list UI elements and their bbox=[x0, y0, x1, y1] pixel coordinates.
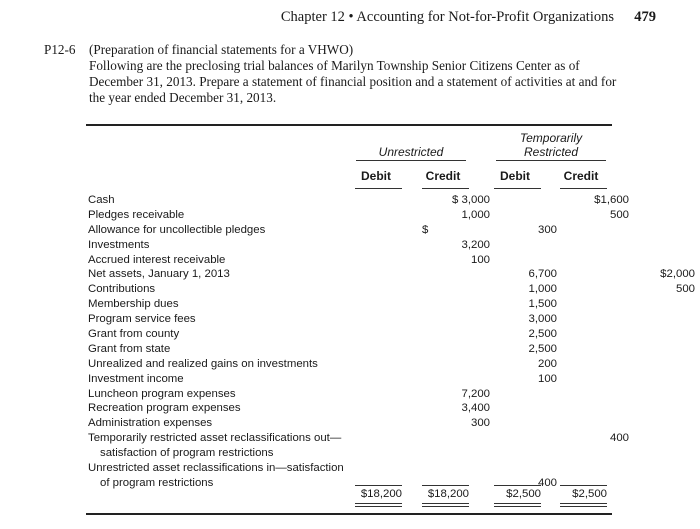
row-label: Net assets, January 1, 2013 bbox=[88, 268, 230, 281]
amount-d1: 1,000 bbox=[461, 208, 490, 221]
table-row bbox=[88, 461, 608, 476]
table-top-rule bbox=[86, 124, 612, 126]
table-row bbox=[88, 238, 608, 253]
group-header-temporarily-restricted bbox=[496, 131, 606, 159]
table-row bbox=[88, 267, 695, 282]
amount-c1: 400 bbox=[537, 476, 557, 489]
amount-c1: 200 bbox=[537, 357, 557, 370]
amount-c1: 1,500 bbox=[528, 298, 557, 311]
table-row bbox=[88, 446, 608, 461]
double-underline bbox=[494, 503, 541, 507]
row-label: Administration expenses bbox=[88, 417, 213, 430]
table-bottom-rule bbox=[86, 513, 612, 515]
group-header-line: Temporarily bbox=[519, 131, 583, 145]
table-row bbox=[88, 253, 608, 268]
row-label: Pledges receivable bbox=[88, 208, 185, 221]
row-label: Luncheon program expenses bbox=[88, 387, 236, 400]
amount-c2: 500 bbox=[675, 283, 695, 296]
table-row bbox=[88, 401, 608, 416]
column-underline bbox=[494, 188, 541, 189]
table-row bbox=[88, 357, 608, 372]
amount-d1: 3,200 bbox=[461, 238, 490, 251]
row-label: Allowance for uncollectible pledges bbox=[88, 223, 266, 236]
amount-d1: 300 bbox=[470, 417, 490, 430]
trial-balance-rows bbox=[88, 193, 695, 491]
row-label: Cash bbox=[88, 194, 115, 206]
table-row bbox=[88, 342, 608, 357]
amount-d2: 400 bbox=[609, 432, 629, 445]
table-row bbox=[88, 282, 695, 297]
amount-c1: 6,700 bbox=[528, 268, 557, 281]
dollar-sign: $ bbox=[422, 223, 429, 236]
table-row bbox=[88, 327, 608, 342]
row-label: Membership dues bbox=[88, 298, 179, 311]
row-label: Temporarily restricted asset reclassifications out— bbox=[88, 432, 342, 445]
amount-d2: 500 bbox=[609, 208, 629, 221]
column-underline bbox=[422, 188, 469, 189]
amount-d1: $ 3,000 bbox=[451, 194, 490, 206]
group-header-unrestricted: Unrestricted bbox=[378, 145, 444, 159]
amount-d1: 7,200 bbox=[461, 387, 490, 400]
row-label: Program service fees bbox=[88, 313, 196, 326]
row-label: Grant from county bbox=[88, 328, 180, 341]
amount-c1: 100 bbox=[537, 372, 557, 385]
double-underline bbox=[560, 503, 607, 507]
row-label: Accrued interest receivable bbox=[88, 253, 226, 266]
sum-line bbox=[494, 485, 541, 486]
row-label: Grant from state bbox=[88, 342, 171, 355]
column-header-unrestricted-debit: Debit bbox=[361, 169, 391, 183]
column-header-unrestricted-credit: Credit bbox=[425, 169, 461, 183]
sum-line bbox=[355, 485, 402, 486]
column-header-restricted-debit: Debit bbox=[500, 169, 530, 183]
column-underline bbox=[355, 188, 402, 189]
problem-text bbox=[89, 42, 664, 106]
problem-line: the year ended December 31, 2013. bbox=[89, 90, 277, 105]
amount-c1: 2,500 bbox=[528, 342, 557, 355]
table-row bbox=[88, 297, 608, 312]
problem-line: December 31, 2013. Prepare a statement of financial position and a statement of activities at and for bbox=[89, 74, 617, 89]
total-unrestricted-credit: $18,200 bbox=[427, 488, 469, 500]
amount-c1: 300 bbox=[537, 223, 557, 236]
chapter-title: Chapter 12 • Accounting for Not-for-Profit Organizations bbox=[280, 9, 614, 25]
table-row bbox=[88, 223, 608, 238]
row-label: Contributions bbox=[88, 283, 156, 296]
row-label: Unrestricted asset reclassifications in—satisfaction bbox=[88, 462, 344, 475]
page-number: 479 bbox=[634, 9, 656, 25]
row-label: Recreation program expenses bbox=[88, 402, 241, 415]
column-underline bbox=[560, 188, 607, 189]
group-header-line: Restricted bbox=[523, 145, 579, 159]
table-row bbox=[88, 312, 608, 327]
table-row bbox=[88, 431, 629, 446]
table-row bbox=[88, 387, 608, 402]
table-row bbox=[88, 193, 629, 208]
table-row bbox=[88, 372, 608, 387]
page-header bbox=[0, 9, 700, 29]
row-label: of program restrictions bbox=[100, 476, 214, 489]
amount-c2: $2,000 bbox=[660, 268, 695, 281]
amount-d2: $1,600 bbox=[594, 194, 629, 206]
problem-line: (Preparation of financial statements for a VHWO) bbox=[89, 42, 354, 57]
total-restricted-credit: $2,500 bbox=[572, 488, 607, 500]
amount-d1: 3,400 bbox=[461, 402, 490, 415]
row-label: Investment income bbox=[88, 372, 184, 385]
sum-line bbox=[422, 485, 469, 486]
double-underline bbox=[422, 503, 469, 507]
column-header-restricted-credit: Credit bbox=[563, 169, 599, 183]
double-underline bbox=[355, 503, 402, 507]
row-label: Investments bbox=[88, 238, 150, 251]
problem-id: P12-6 bbox=[44, 42, 76, 57]
amount-c1: 2,500 bbox=[528, 328, 557, 341]
table-row bbox=[88, 208, 629, 223]
amount-d1: 100 bbox=[470, 253, 490, 266]
row-label: satisfaction of program restrictions bbox=[100, 447, 274, 460]
sum-line bbox=[560, 485, 607, 486]
amount-c1: 1,000 bbox=[528, 283, 557, 296]
total-unrestricted-debit: $18,200 bbox=[360, 488, 402, 500]
group-underline bbox=[496, 160, 606, 161]
amount-c1: 3,000 bbox=[528, 313, 557, 326]
group-underline bbox=[356, 160, 466, 161]
table-row bbox=[88, 416, 608, 431]
total-restricted-debit: $2,500 bbox=[506, 488, 541, 500]
row-label: Unrealized and realized gains on investments bbox=[88, 357, 318, 370]
problem-line: Following are the preclosing trial balances of Marilyn Township Senior Citizens Center as of bbox=[89, 58, 580, 73]
